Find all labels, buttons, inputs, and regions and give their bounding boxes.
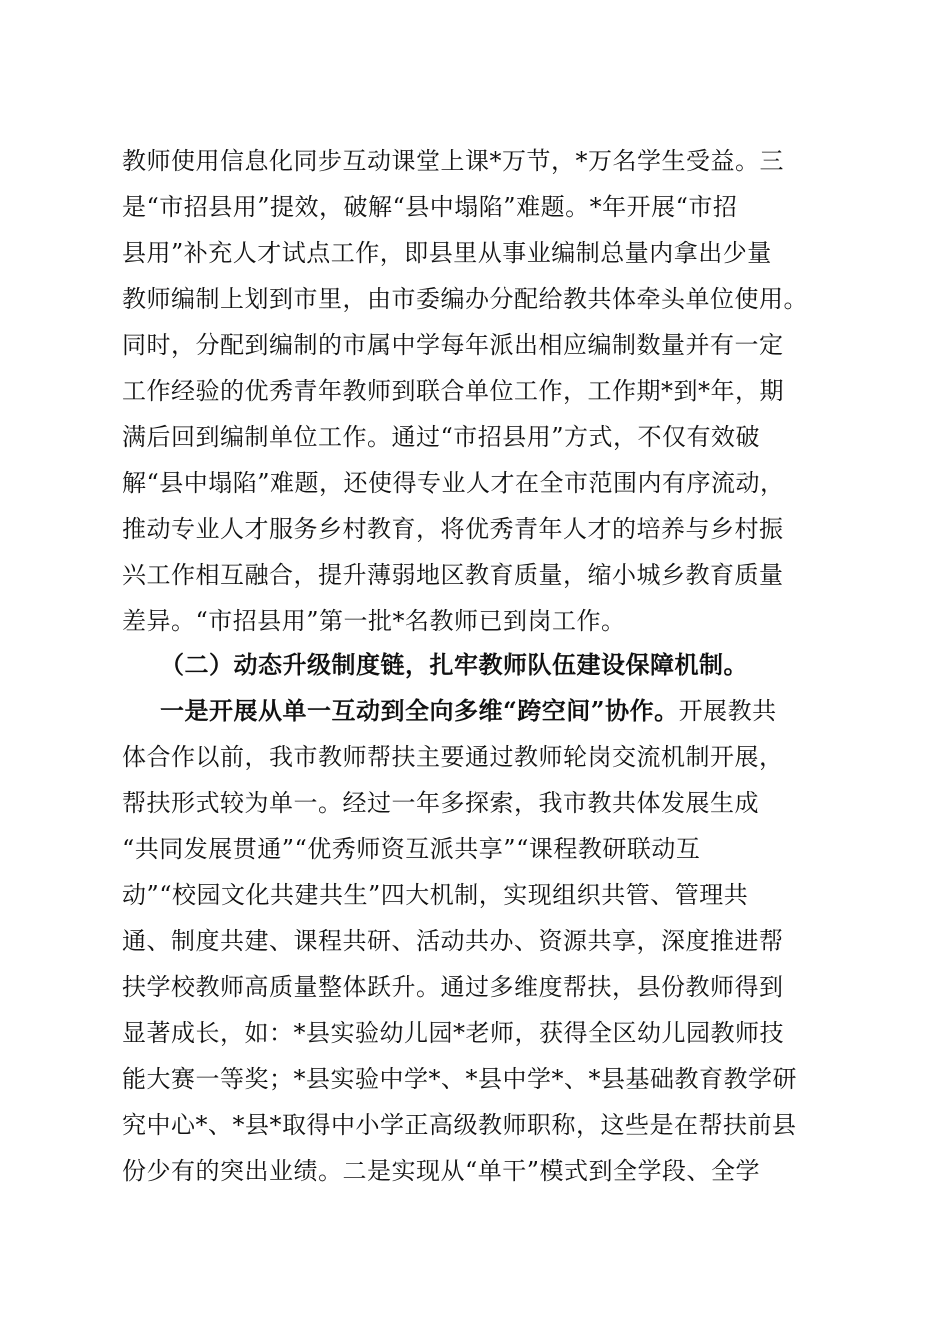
- body-text-line: 动”“校园文化共建共生”四大机制，实现组织共管、管理共: [122, 881, 749, 909]
- body-text-line: 满后回到编制单位工作。通过“市招县用”方式，不仅有效破: [122, 423, 761, 451]
- body-text-line: 兴工作相互融合，提升薄弱地区教育质量，缩小城乡教育质量: [122, 561, 784, 589]
- body-text-line: 究中心*、*县*取得中小学正高级教师职称，这些是在帮扶前县: [122, 1111, 797, 1139]
- body-text-line: 帮扶形式较为单一。经过一年多探索，我市教共体发展生成: [122, 789, 759, 817]
- body-text-fragment: 开展教共: [678, 697, 777, 725]
- body-text-line: 工作经验的优秀青年教师到联合单位工作，工作期*到*年，期: [122, 377, 784, 405]
- body-text-line: 同时，分配到编制的市属中学每年派出相应编制数量并有一定: [122, 331, 784, 359]
- body-text-line: 显著成长，如：*县实验幼儿园*老师，获得全区幼儿园教师技: [122, 1019, 784, 1047]
- lead-sentence: 一是开展从单一互动到全向多维“跨空间”协作。: [160, 696, 679, 725]
- section-heading: （二）动态升级制度链，扎牢教师队伍建设保障机制。: [160, 650, 748, 679]
- body-text-line: 县用”补充人才试点工作，即县里从事业编制总量内拿出少量: [122, 239, 772, 267]
- body-text-line: 体合作以前，我市教师帮扶主要通过教师轮岗交流机制开展，: [122, 743, 784, 771]
- body-text-line: 解“县中塌陷”难题，还使得专业人才在全市范围内有序流动，: [122, 469, 785, 497]
- body-text-line: 差异。“市招县用”第一批*名教师已到岗工作。: [122, 607, 626, 635]
- body-text-line: 通、制度共建、课程共研、活动共办、资源共享，深度推进帮: [122, 927, 784, 955]
- body-text-line: 扶学校教师高质量整体跃升。通过多维度帮扶，县份教师得到: [122, 973, 784, 1001]
- paragraph-first-line: [160, 696, 870, 726]
- body-text-line: “共同发展贯通”“优秀师资互派共享”“课程教研联动互: [122, 835, 701, 863]
- body-text-line: 是“市招县用”提效，破解“县中塌陷”难题。*年开展“市招: [122, 193, 738, 221]
- body-text-line: 教师使用信息化同步互动课堂上课*万节，*万名学生受益。三: [122, 147, 784, 175]
- body-text-line: 能大赛一等奖；*县实验中学*、*县中学*、*县基础教育教学研: [122, 1065, 797, 1093]
- body-text-line: 推动专业人才服务乡村教育，将优秀青年人才的培养与乡村振: [122, 515, 784, 543]
- body-text-line: 教师编制上划到市里，由市委编办分配给教共体牵头单位使用。: [122, 285, 808, 313]
- body-text-line: 份少有的突出业绩。二是实现从“单干”模式到全学段、全学: [122, 1157, 761, 1185]
